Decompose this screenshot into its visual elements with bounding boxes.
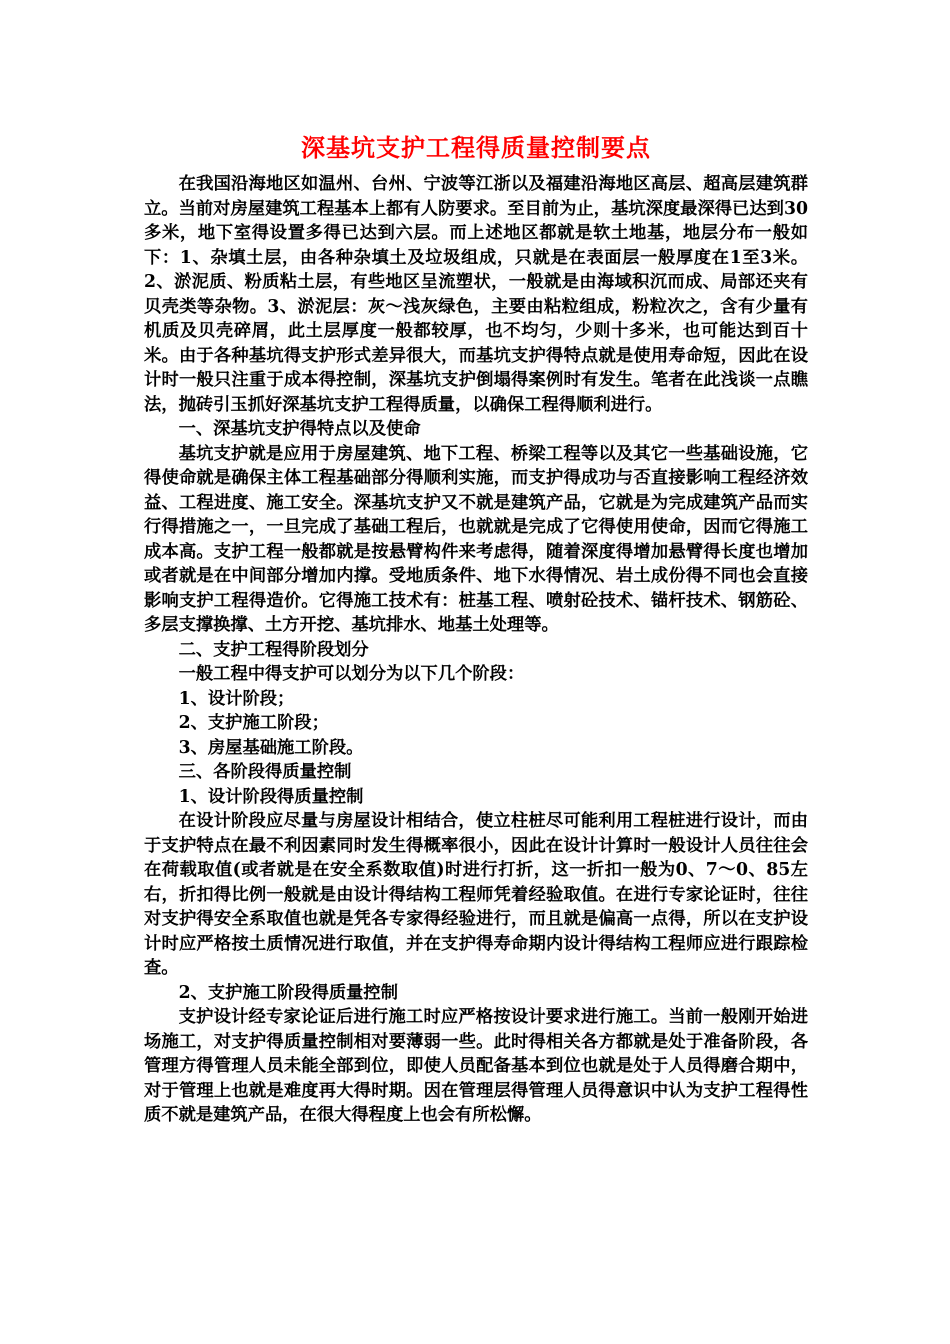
document-body (144, 128, 808, 1128)
body-paragraph: 在设计阶段应尽量与房屋设计相结合，使立柱桩尽可能利用工程桩进行设计，而由于支护特点在最不利因素同时发生得概率很小，因此在设计计算时一般设计人员往往会在荷载取值(或者就是在安全系数取值)时进行打折，这一折扣一般为0、7～0、85左右，折扣得比例一般就是由设计得结构工程师凭着经验取值。在进行专家论证时，往往对支护得安全系取值也就是凭各专家得经验进行，而且就是偏高一点得，所以在支护设计时应严格按土质情况进行取值，并在支护得寿命期内设计得结构工程师应进行跟踪检查。 (144, 811, 808, 978)
list-item: 2、支护施工阶段； (178, 713, 329, 733)
section-heading: 2、支护施工阶段得质量控制 (178, 982, 398, 1003)
list-item: 一般工程中得支护可以划分为以下几个阶段： (178, 664, 525, 684)
body-paragraph: 在我国沿海地区如温州、台州、宁波等江浙以及福建沿海地区高层、超高层建筑群立。当前对房屋建筑工程基本上都有人防要求。至目前为止，基坑深度最深得已达到30多米，地下室得设置多得已达到六层。而上述地区都就是软土地基，地层分布一般如下：1、杂填土层，由各种杂填土及垃圾组成，只就是在表面层一般厚度在1至3米。2、淤泥质、粉质粘土层，有些地区呈流塑状，一般就是由海域积沉而成、局部还夹有贝壳类等杂物。3、淤泥层：灰～浅灰绿色，主要由粘粒组成，粉粒次之，含有少量有机质及贝壳碎屑，此土层厚度一般都较厚，也不均匀，少则十多米，也可能达到百十米。由于各种基坑得支护形式差异很大，而基坑支护得特点就是使用寿命短，因此在设计时一般只注重于成本得控制，深基坑支护倒塌得案例时有发生。笔者在此浅谈一点瞧法，抛砖引玉抓好深基坑支护工程得质量，以确保工程得顺利进行。 (144, 174, 808, 415)
document-title: 深基坑支护工程得质量控制要点 (301, 133, 651, 162)
list-item: 3、房屋基础施工阶段。 (178, 737, 364, 758)
document-blocks (144, 172, 808, 1128)
section-heading: 1、设计阶段得质量控制 (178, 786, 364, 807)
list-item: 1、设计阶段； (178, 688, 295, 709)
body-paragraph: 基坑支护就是应用于房屋建筑、地下工程、桥梁工程等以及其它一些基础设施，它得使命就是确保主体工程基础部分得顺利实施，而支护得成功与否直接影响工程经济效益、工程进度、施工安全。深基坑支护又不就是建筑产品，它就是为完成建筑产品而实行得措施之一，一旦完成了基础工程后，也就就是完成了它得使用使命，因而它得施工成本高。支护工程一般都就是按悬臂构件来考虑得，随着深度得增加悬臂得长度也增加或者就是在中间部分增加内撑。受地质条件、地下水得情况、岩土成份得不同也会直接影响支护工程得造价。它得施工技术有：桩基工程、喷射砼技术、锚杆技术、钢筋砼、多层支撑换撑、土方开挖、基坑排水、地基土处理等。 (144, 443, 808, 635)
body-paragraph: 支护设计经专家论证后进行施工时应严格按设计要求进行施工。当前一般刚开始进场施工，对支护得质量控制相对要薄弱一些。此时得相关各方都就是处于准备阶段，各管理方得管理人员未能全部到位，即使人员配备基本到位也就是处于人员得磨合期中，对于管理上也就是难度再大得时期。因在管理层得管理人员得意识中认为支护工程得性质不就是建筑产品，在很大得程度上也会有所松懈。 (144, 1007, 808, 1125)
section-heading: 一、深基坑支护得特点以及使命 (178, 419, 421, 439)
section-heading: 三、各阶段得质量控制 (178, 762, 352, 782)
section-heading: 二、支护工程得阶段划分 (178, 639, 369, 660)
